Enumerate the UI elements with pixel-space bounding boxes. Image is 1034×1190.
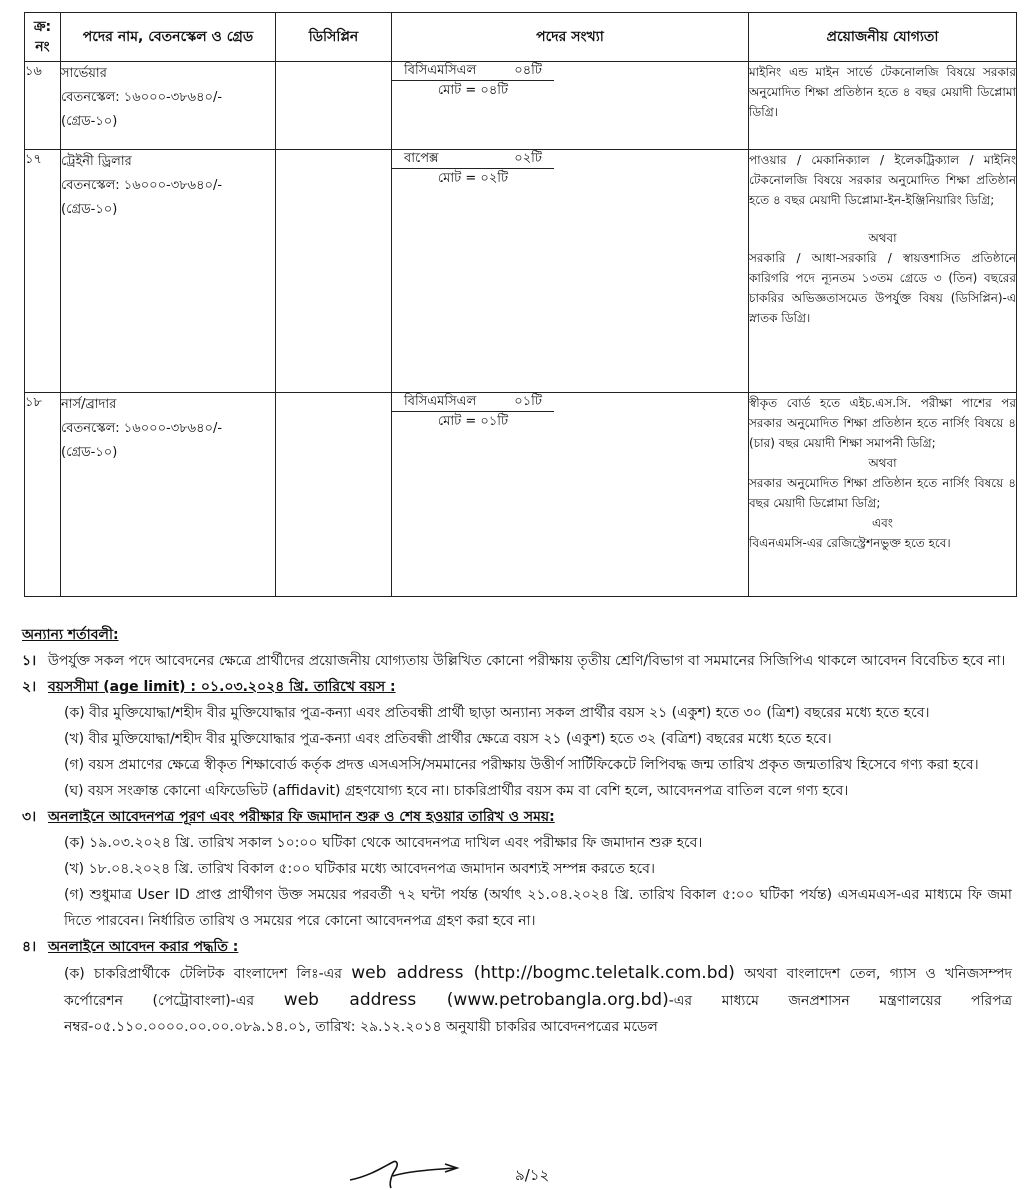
condition-sub-item: (গ) শুধুমাত্র User ID প্রাপ্ত প্রার্থীগণ উক্ত সময়ের পরবর্তী ৭২ ঘন্টা পর্যন্ত (অর্থাৎ ২১.০৪.২০২৪ খ্রি. তারিখ বিকাল ৫:০০ ঘটিকা পর্যন্ত) এসএমএস-এর মাধ্যমে ফি জমা দিতে পারবেন। নির্ধারিত তারিখ ও সময়ের পরে কোনো আবেদনপত্র গ্রহণ করা হবে না। (64, 887, 1012, 929)
condition-1 (22, 648, 1012, 674)
pay-grade: (গ্রেড-১০) (61, 202, 118, 217)
condition-number: ১। (22, 653, 37, 669)
condition-sub-item: (খ) ১৮.০৪.২০২৪ খ্রি. তারিখ বিকাল ৫:০০ ঘটিকার মধ্যে আবেদনপত্র জমাদান অবশ্যই সম্পন্ন করতে হবে। (64, 861, 655, 877)
condition-number: ৩। (22, 809, 37, 825)
org-name: বিসিএমসিএল (404, 63, 477, 78)
condition-4 (22, 934, 1012, 960)
org-count: ০৪টি (514, 63, 542, 78)
condition-sub-item: (গ) বয়স প্রমাণের ক্ষেত্রে স্বীকৃত শিক্ষাবোর্ড কর্তৃক প্রদত্ত এসএসসি/সমমানের পরীক্ষায় উত্তীর্ণ সার্টিফিকেটে লিপিবদ্ধ জন্ম তারিখ প্রকৃত জন্মতারিখ হিসেবে গণ্য করা হবে। (64, 757, 979, 773)
qualification-text: বিএনএমসি-এর রেজিস্ট্রেশনভুক্ত হতে হবে। (749, 536, 951, 550)
row-discipline (276, 393, 392, 597)
condition-heading: অনলাইনে আবেদনপত্র পূরণ এবং পরীক্ষার ফি জমাদান শুরু ও শেষ হওয়ার তারিখ ও সময়: (48, 809, 555, 825)
condition-3 (22, 804, 1012, 830)
row-discipline (276, 62, 392, 150)
qualification-text: মাইনিং এন্ড মাইন সার্ভে টেকনোলজি বিষয়ে সরকার অনুমোদিত শিক্ষা প্রতিষ্ঠান হতে ৪ বছর মেয়াদী ডিপ্লোমা ডিগ্রি। (749, 65, 1016, 119)
total-count: মোট = ০৪টি (437, 83, 509, 98)
condition-sub-item: (ক) বীর মুক্তিযোদ্ধা/শহীদ বীর মুক্তিযোদ্ধার পুত্র-কন্যা এবং প্রতিবন্ধী প্রার্থী ছাড়া অন্যান্য সকল প্রার্থীর বয়স ২১ (একুশ) হতে ৩০ (ত্রিশ) বছরের মধ্যে হতে হবে। (64, 705, 930, 721)
condition-2 (22, 674, 1012, 700)
col-header-count: পদের সংখ্যা (392, 13, 749, 62)
post-title: নার্স/ব্রাদার (61, 397, 117, 412)
condition-sub-item: (খ) বীর মুক্তিযোদ্ধা/শহীদ বীর মুক্তিযোদ্ধার পুত্র-কন্যা এবং প্রতিবন্ধী প্রার্থীর ক্ষেত্রে বয়স ২১ (একুশ) হতে ৩২ (বত্রিশ) বছরের মধ্যে হতে হবে। (64, 731, 832, 747)
table-row (25, 62, 1017, 150)
row-serial: ১৮ (25, 393, 61, 597)
page-number: ৯/১২ (515, 1166, 550, 1184)
pay-scale: বেতনস্কেল: ১৬০০০-৩৮৬৪০/- (61, 90, 223, 105)
table-row (25, 150, 1017, 393)
condition-text: উপর্যুক্ত সকল পদে আবেদনের ক্ষেত্রে প্রার্থীদের প্রয়োজনীয় যোগ্যতায় উল্লিখিত কোনো পরীক্ষায় তৃতীয় শ্রেণি/বিভাগ বা সমমানের সিজিপিএ থাকলে আবেদন বিবেচিত হবে না। (48, 653, 1006, 669)
qualification-text: সরকারি / আধা-সরকারি / স্বায়ত্তশাসিত প্রতিষ্ঠানে কারিগরি পদে ন্যূনতম ১৩তম গ্রেডে ৩ (তিন) বছরের চাকরির অভিজ্ঞতাসমেত উপর্যুক্ত বিষয় (ডিসিপ্লিন)-এ স্নাতক ডিগ্রি। (749, 251, 1016, 325)
petrobangla-web-address[interactable]: web address (www.petrobangla.org.bd) (283, 990, 669, 1010)
condition-heading: অনলাইনে আবেদন করার পদ্ধতি : (48, 939, 239, 955)
col-header-post: পদের নাম, বেতনস্কেল ও গ্রেড (61, 13, 276, 62)
posts-table (24, 12, 1017, 597)
org-name: বিসিএমসিএল (404, 394, 477, 409)
pay-scale: বেতনস্কেল: ১৬০০০-৩৮৬৪০/- (61, 421, 223, 436)
conditions-heading: অন্যান্য শর্তাবলী: (22, 627, 119, 643)
apply-text: (ক) চাকরিপ্রার্থীকে টেলিটক বাংলাদেশ লিঃ-এর (64, 966, 342, 982)
row-post (61, 393, 276, 597)
condition-number: ৪। (22, 939, 37, 955)
org-count: ০১টি (514, 394, 542, 409)
table-row (25, 393, 1017, 597)
apply-text: অথবা বাংলাদেশ তেল, গ্যাস ও খনিজসম্পদ কর্পোরেশন (পেট্রোবাংলা)-এর (64, 966, 1013, 1009)
condition-sub-item (22, 960, 1012, 1040)
col-header-discipline: ডিসিপ্লিন (276, 13, 392, 62)
post-title: সার্ভেয়ার (61, 66, 107, 81)
row-count (392, 393, 749, 597)
or-separator: অথবা (868, 231, 897, 245)
row-qualification (749, 62, 1017, 150)
total-count: মোট = ০২টি (437, 171, 509, 186)
org-count: ০২টি (514, 151, 542, 166)
row-post (61, 62, 276, 150)
post-title: ট্রেইনী ড্রিলার (61, 154, 132, 169)
table-header-row (25, 13, 1017, 62)
qualification-text: স্বীকৃত বোর্ড হতে এইচ.এস.সি. পরীক্ষা পাশের পর সরকার অনুমোদিত শিক্ষা প্রতিষ্ঠান হতে নার্সিং বিষয়ে ৪ (চার) বছর মেয়াদী শিক্ষা সমাপনী ডিগ্রি; (749, 396, 1016, 450)
qualification-text: পাওয়ার / মেকানিক্যাল / ইলেকট্রিক্যাল / মাইনিং টেকনোলজি বিষয়ে সরকার অনুমোদিত শিক্ষা প্রতিষ্ঠান হতে ৪ বছর মেয়াদী ডিপ্লোমা-ইন-ইঞ্জিনিয়ারিং ডিগ্রি; (749, 153, 1016, 207)
pay-scale: বেতনস্কেল: ১৬০০০-৩৮৬৪০/- (61, 178, 223, 193)
row-count (392, 62, 749, 150)
row-qualification (749, 150, 1017, 393)
condition-sub-item: (ক) ১৯.০৩.২০২৪ খ্রি. তারিখ সকাল ১০:০০ ঘটিকা থেকে আবেদনপত্র দাখিল এবং পরীক্ষার ফি জমাদান শুরু হবে। (64, 835, 703, 851)
col-header-qualification: প্রয়োজনীয় যোগ্যতা (749, 13, 1017, 62)
row-count (392, 150, 749, 393)
pay-grade: (গ্রেড-১০) (61, 445, 118, 460)
row-serial: ১৬ (25, 62, 61, 150)
pay-grade: (গ্রেড-১০) (61, 114, 118, 129)
or-separator: অথবা (868, 456, 897, 470)
and-separator: এবং (872, 516, 893, 530)
row-serial: ১৭ (25, 150, 61, 393)
teletalk-web-address[interactable]: web address (http://bogmc.teletalk.com.bd) (351, 963, 735, 983)
row-post (61, 150, 276, 393)
condition-sub-item: (ঘ) বয়স সংক্রান্ত কোনো এফিডেভিট (affidavit) গ্রহণযোগ্য হবে না। চাকরিপ্রার্থীর বয়স কম বা বেশি হলে, আবেদনপত্র বাতিল বলে গণ্য হবে। (64, 783, 849, 799)
org-name: বাপেক্স (404, 151, 439, 166)
row-qualification (749, 393, 1017, 597)
apply-text: -এর মাধ্যমে জনপ্রশাসন মন্ত্রণালয়ের পরিপত্র নম্বর-০৫.১১০.০০০০.০০.০০.০৮৯.১৪.০১, তারিখ: ২৯.১২.২০১৪ অনুযায়ী চাকরির আবেদনপত্রের মডেল (64, 993, 1013, 1035)
other-conditions (22, 622, 1012, 1040)
col-header-serial: ক্র: নং (25, 13, 61, 62)
condition-number: ২। (22, 679, 37, 695)
page-footer (0, 1158, 1034, 1190)
total-count: মোট = ০১টি (437, 414, 509, 429)
row-discipline (276, 150, 392, 393)
condition-heading: বয়সসীমা (age limit) : ০১.০৩.২০২৪ খ্রি. তারিখে বয়স : (48, 679, 396, 695)
qualification-text: সরকার অনুমোদিত শিক্ষা প্রতিষ্ঠান হতে নার্সিং বিষয়ে ৪ বছর মেয়াদী ডিপ্লোমা ডিগ্রি; (749, 476, 1016, 510)
signature-icon (345, 1158, 465, 1190)
